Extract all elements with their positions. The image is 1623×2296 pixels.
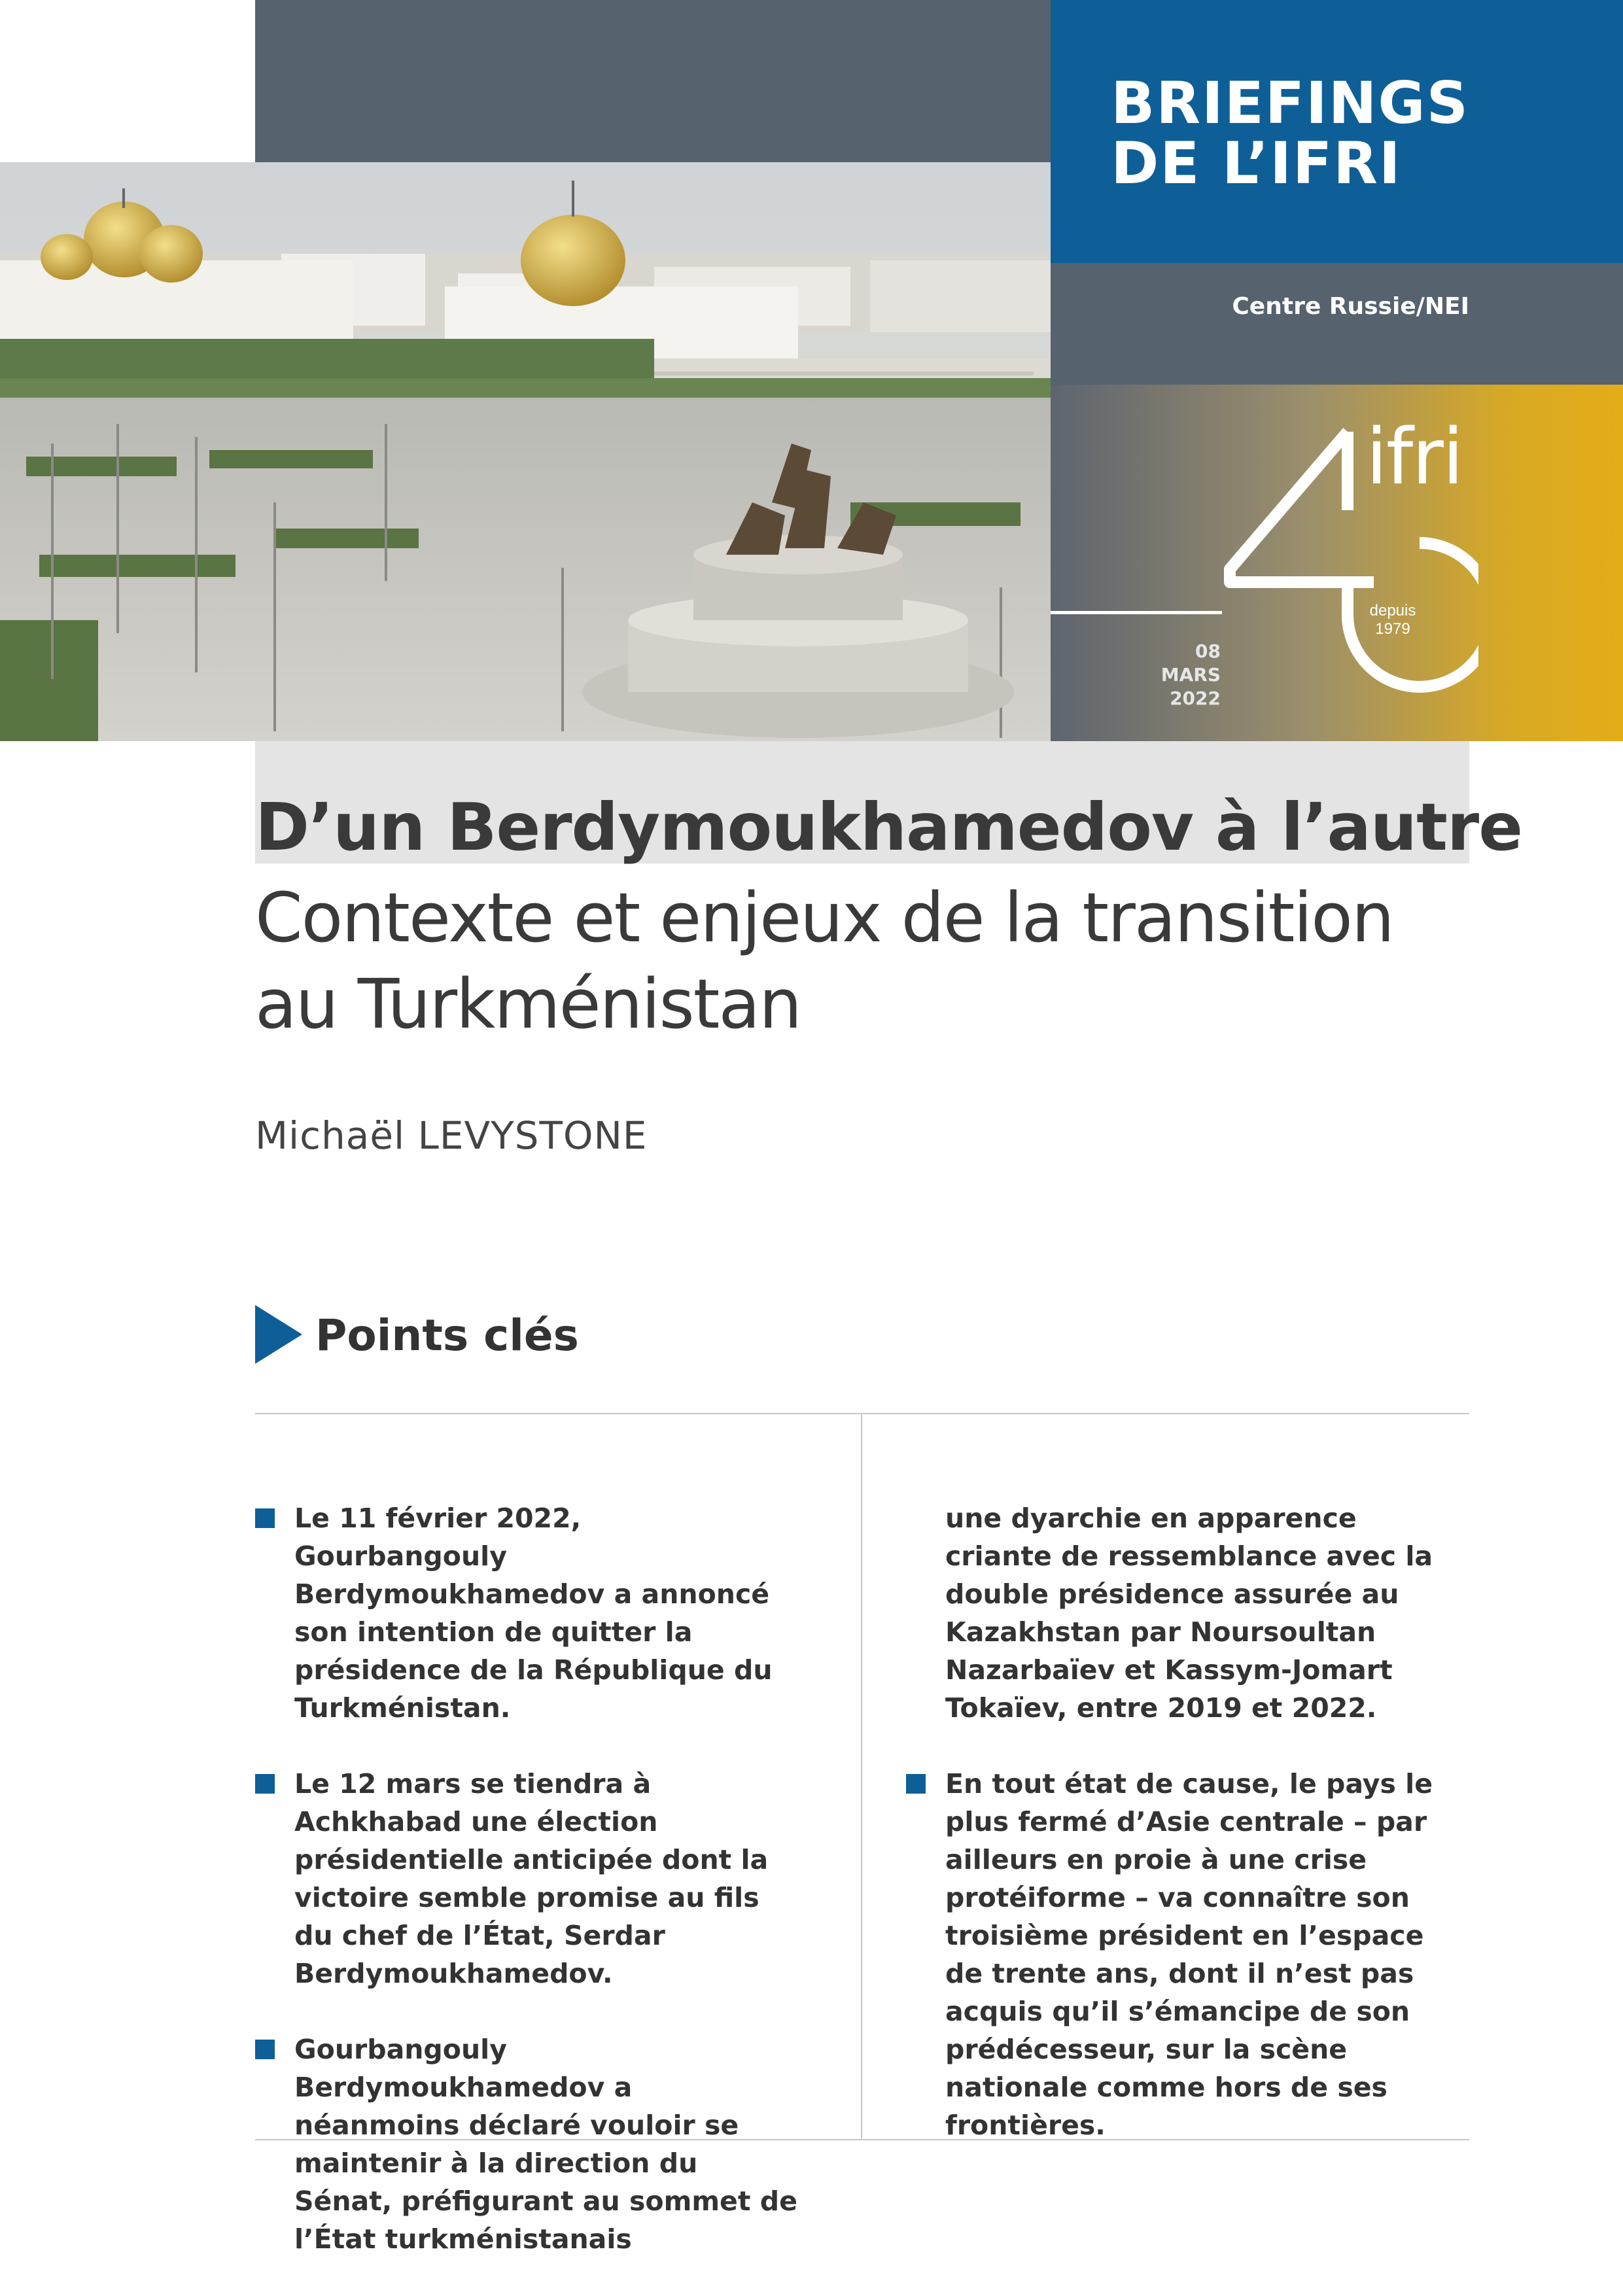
cover-photo bbox=[0, 162, 1051, 741]
key-point bbox=[255, 2030, 798, 2258]
author-name: Michaël LEVYSTONE bbox=[255, 1113, 648, 1158]
triangle-arrow-icon bbox=[255, 1305, 302, 1364]
subtitle-line1: Contexte et enjeux de la transition bbox=[255, 878, 1393, 958]
key-points-top-rule bbox=[255, 1413, 1469, 1414]
key-point bbox=[906, 1765, 1449, 2144]
ifri-logo-word: ifri bbox=[1366, 411, 1463, 502]
key-point-text: En tout état de cause, le pays le plus fermé d’Asie centrale – par ailleurs en proie à une crise protéiforme – va connaître son troisième président en l’espace de trente ans, dont il n’est pas acquis qu’il s’émancipe de son prédécesseur, sur la scène nationale comme hors de ses frontières. bbox=[945, 1768, 1433, 2141]
date-day: 08 bbox=[1195, 640, 1221, 662]
since-label-year: 1979 bbox=[1375, 620, 1410, 638]
key-point-text: Le 12 mars se tiendra à Achkhabad une élection présidentielle anticipée dont la victoire semble promise au fils du chef de l’État, Serdar Berdymoukhamedov. bbox=[294, 1768, 769, 1989]
since-label bbox=[1357, 602, 1429, 638]
cover-photo-illustration bbox=[0, 162, 1051, 741]
publication-date bbox=[1051, 640, 1221, 710]
document-subtitle bbox=[255, 875, 1433, 1047]
series-title-line2: DE L’IFRI bbox=[1111, 130, 1402, 197]
key-point-text: une dyarchie en apparence criante de ressemblance avec la double présidence assurée au Kazakhstan par Noursoultan Nazarbaïev et Kassym-Jomart Tokaïev, entre 2019 et 2022. bbox=[945, 1503, 1433, 1724]
key-point bbox=[255, 1765, 798, 1992]
bullet-square-icon bbox=[906, 1774, 926, 1794]
bullet-square-icon bbox=[255, 1774, 275, 1794]
series-title bbox=[1111, 69, 1469, 197]
key-point bbox=[255, 1499, 798, 1727]
research-center-label: Centre Russie/NEI bbox=[1232, 293, 1469, 320]
series-title-line1: BRIEFINGS bbox=[1111, 69, 1469, 137]
date-year: 2022 bbox=[1170, 687, 1221, 709]
key-points-right-column bbox=[906, 1499, 1449, 2182]
key-points-title: Points clés bbox=[315, 1310, 579, 1361]
header-gray-band bbox=[255, 0, 1051, 162]
key-points-left-column bbox=[255, 1499, 798, 2296]
key-point-text: Le 11 février 2022, Gourbangouly Berdymoukhamedov a annoncé son intention de quitter la présidence de la République du Turkménistan. bbox=[294, 1503, 773, 1724]
date-rule bbox=[1051, 611, 1222, 614]
key-point-text: Gourbangouly Berdymoukhamedov a néanmoins déclaré vouloir se maintenir à la direction du Sénat, préfigurant au sommet de l’État turkménistanais bbox=[294, 2034, 797, 2255]
bullet-square-icon bbox=[255, 2040, 275, 2059]
date-month: MARS bbox=[1161, 664, 1221, 686]
since-label-line1: depuis bbox=[1369, 602, 1416, 619]
key-point-continuation bbox=[906, 1499, 1449, 1727]
subtitle-line2: au Turkménistan bbox=[255, 964, 801, 1044]
bullet-square-icon bbox=[255, 1508, 275, 1528]
center-box bbox=[1051, 263, 1623, 385]
document-title: D’un Berdymoukhamedov à l’autre bbox=[255, 789, 1523, 865]
column-divider bbox=[861, 1414, 862, 2139]
